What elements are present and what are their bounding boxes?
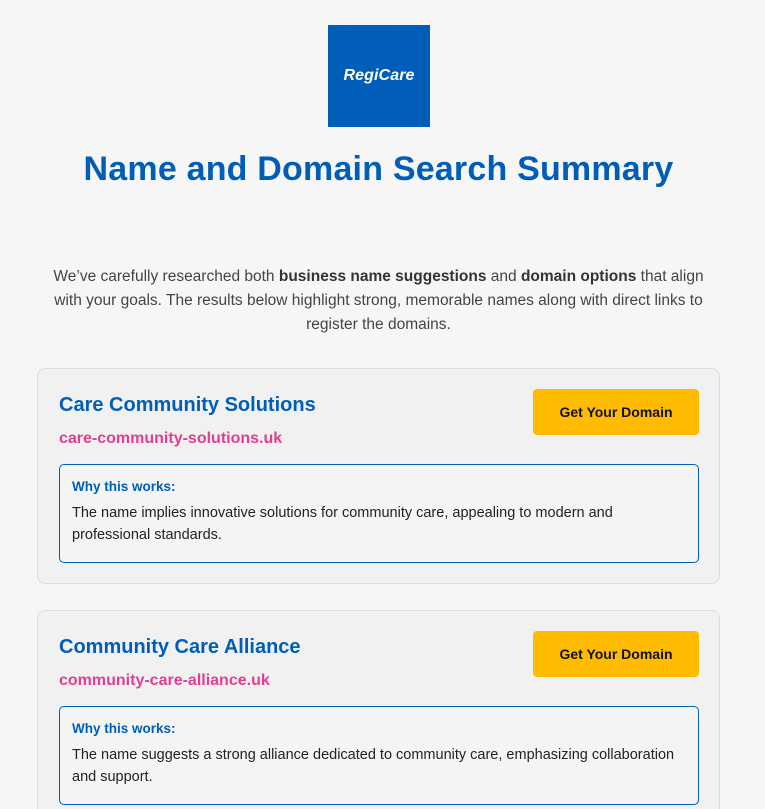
result-card [37, 610, 720, 809]
why-this-works-box [59, 464, 699, 563]
domain-name: community-care-alliance.uk [59, 672, 270, 689]
domain-name: care-community-solutions.uk [59, 430, 283, 447]
regicare-logo [328, 25, 430, 127]
intro-text-2: and [486, 268, 521, 285]
business-name: Community Care Alliance [59, 636, 301, 658]
business-name: Care Community Solutions [59, 394, 316, 416]
why-text: The name implies innovative solutions for community care, appealing to modern and professional standards. [72, 505, 613, 543]
get-your-domain-button[interactable]: Get Your Domain [533, 389, 699, 435]
intro-paragraph [40, 265, 717, 337]
why-title: Why this works: [72, 721, 176, 736]
get-your-domain-button[interactable]: Get Your Domain [533, 631, 699, 677]
why-this-works-box [59, 706, 699, 805]
intro-bold-domains: domain options [520, 268, 637, 285]
intro-text-3: that align with your goals. The results below highlight strong, memorable names along with direct links to register the domains. [54, 268, 704, 333]
intro-bold-names: business name suggestions [278, 268, 487, 285]
page-title: Name and Domain Search Summary [83, 150, 674, 188]
why-title: Why this works: [72, 479, 176, 494]
why-text: The name suggests a strong alliance dedicated to community care, emphasizing collaboration and support. [72, 747, 675, 785]
logo-text: RegiCare [343, 67, 415, 84]
result-card [37, 368, 720, 584]
intro-text-1: We’ve carefully researched both [53, 268, 279, 285]
